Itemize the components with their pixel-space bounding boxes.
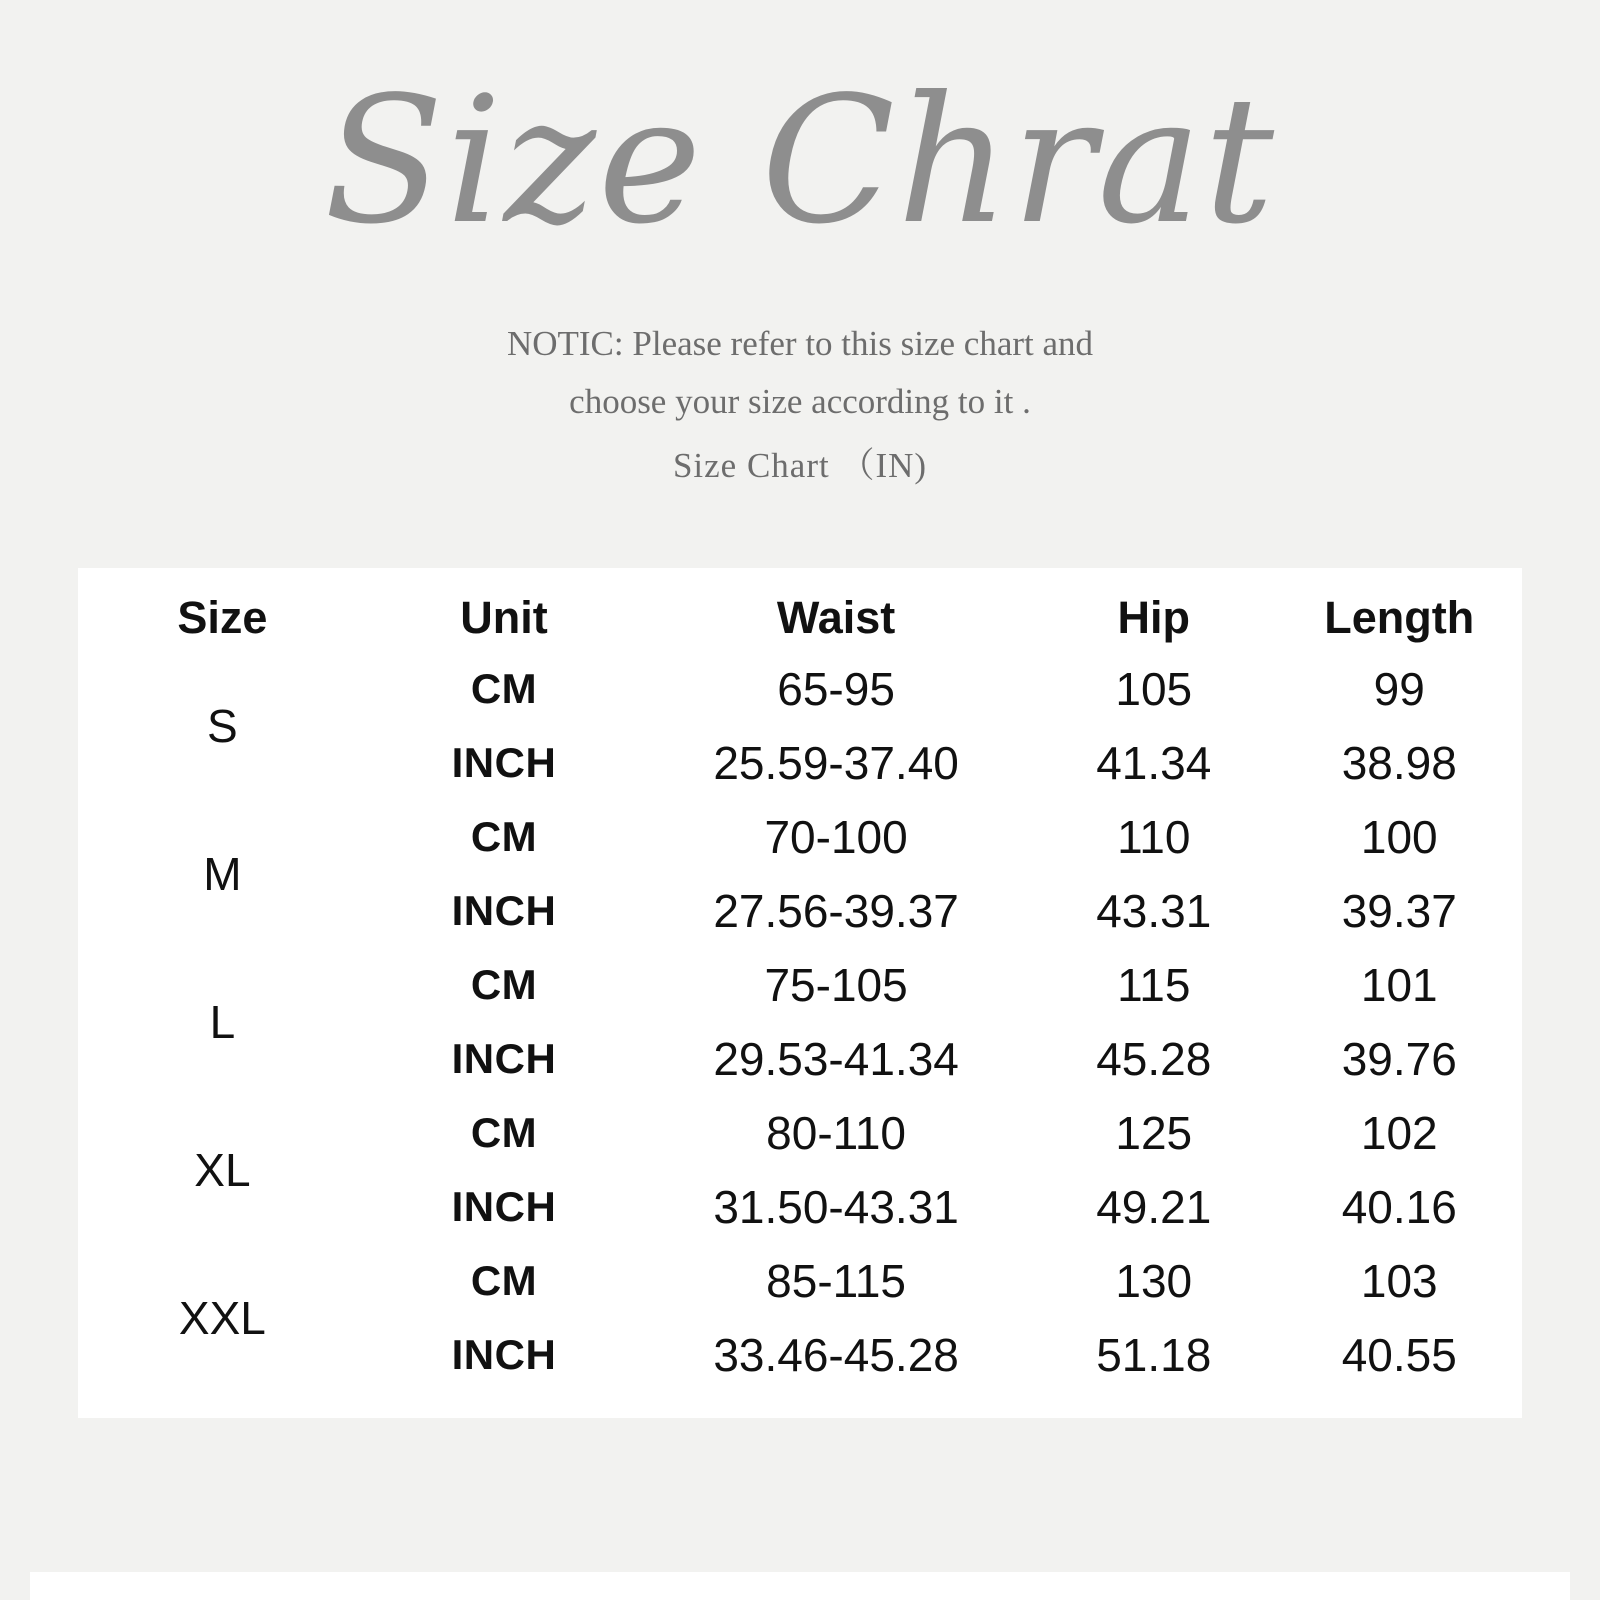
hip-cell: 43.31: [1096, 885, 1212, 937]
waist-cell: 75-105: [764, 959, 908, 1011]
column-header-length: Length: [1324, 592, 1475, 643]
size-label-xxl: XXL: [178, 1292, 266, 1344]
size-label-l: L: [209, 996, 236, 1048]
waist-cell: 70-100: [764, 811, 908, 863]
table-header-row: [78, 582, 1522, 652]
unit-cell: INCH: [451, 739, 557, 786]
notice-line-3: Size Chart （IN): [672, 445, 928, 485]
waist-cell: 31.50-43.31: [713, 1181, 959, 1233]
table-row: [78, 1244, 1522, 1318]
waist-cell: 65-95: [777, 663, 895, 715]
hip-cell: 130: [1115, 1255, 1193, 1307]
size-table-body: [78, 652, 1522, 1392]
unit-cell: INCH: [451, 1183, 557, 1230]
unit-cell: CM: [470, 1109, 538, 1156]
unit-cell: INCH: [451, 887, 557, 934]
hip-cell: 51.18: [1096, 1329, 1212, 1381]
length-cell: 39.76: [1341, 1033, 1457, 1085]
notice-line-2: choose your size according to it .: [569, 381, 1031, 421]
size-label-m: M: [203, 848, 242, 900]
table-row: [78, 948, 1522, 1022]
length-cell: 100: [1360, 811, 1438, 863]
size-table-container: [78, 568, 1522, 1418]
size-table: [78, 582, 1522, 1392]
unit-cell: INCH: [451, 1035, 557, 1082]
length-cell: 102: [1360, 1107, 1438, 1159]
table-row: [78, 652, 1522, 726]
hip-cell: 115: [1117, 959, 1191, 1011]
column-header-unit: Unit: [460, 592, 548, 643]
size-table-head: [78, 582, 1522, 652]
waist-cell: 29.53-41.34: [713, 1033, 959, 1085]
hip-cell: 45.28: [1096, 1033, 1212, 1085]
unit-cell: CM: [470, 961, 538, 1008]
size-label-xl: XL: [194, 1144, 251, 1196]
notice-line-1: NOTIC: Please refer to this size chart and: [506, 324, 1094, 363]
waist-cell: 27.56-39.37: [713, 885, 959, 937]
waist-cell: 80-110: [766, 1107, 906, 1159]
column-header-hip: Hip: [1117, 592, 1191, 643]
notice-block: [0, 315, 1600, 494]
length-cell: 103: [1360, 1255, 1438, 1307]
waist-cell: 25.59-37.40: [713, 737, 959, 789]
length-cell: 38.98: [1341, 737, 1457, 789]
page-title: Size Chrat: [323, 60, 1277, 263]
waist-cell: 33.46-45.28: [713, 1329, 959, 1381]
length-cell: 39.37: [1341, 885, 1457, 937]
unit-cell: CM: [470, 665, 538, 712]
length-cell: 99: [1373, 663, 1425, 715]
length-cell: 40.55: [1341, 1329, 1457, 1381]
table-row: [78, 1096, 1522, 1170]
hip-cell: 110: [1117, 811, 1191, 863]
unit-cell: INCH: [451, 1331, 557, 1378]
unit-cell: CM: [470, 1257, 538, 1304]
column-header-waist: Waist: [776, 592, 896, 643]
size-label-s: S: [207, 700, 238, 752]
hip-cell: 105: [1115, 663, 1193, 715]
table-row: [78, 800, 1522, 874]
hip-cell: 125: [1115, 1107, 1193, 1159]
hip-cell: 49.21: [1096, 1181, 1212, 1233]
waist-cell: 85-115: [766, 1255, 906, 1307]
column-header-size: Size: [177, 592, 268, 643]
length-cell: 101: [1360, 959, 1438, 1011]
bottom-white-strip: [30, 1572, 1570, 1600]
unit-cell: CM: [470, 813, 538, 860]
hip-cell: 41.34: [1096, 737, 1212, 789]
length-cell: 40.16: [1341, 1181, 1457, 1233]
